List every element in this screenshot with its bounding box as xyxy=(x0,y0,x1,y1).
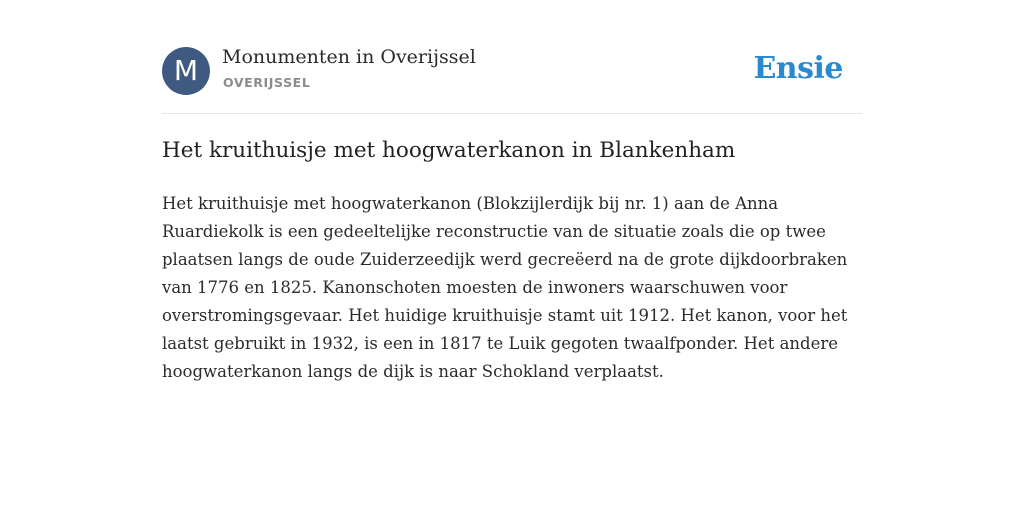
brand-logo[interactable]: Ensie xyxy=(753,51,843,86)
source-title[interactable]: Monumenten in Overijssel xyxy=(222,46,476,68)
article-body-line: hoogwaterkanon langs de dijk is naar Schokland verplaatst. xyxy=(162,362,664,381)
article-title: Het kruithuisje met hoogwaterkanon in Blankenham xyxy=(162,138,736,163)
article-body-line: Ruardiekolk is een gedeeltelijke reconstructie van de situatie zoals die op twee xyxy=(162,222,826,241)
source-subtitle: OVERIJSSEL xyxy=(223,75,311,90)
article-body-line: Het kruithuisje met hoogwaterkanon (Blokzijlerdijk bij nr. 1) aan de Anna xyxy=(162,194,779,213)
article-body-line: van 1776 en 1825. Kanonschoten moesten de inwoners waarschuwen voor xyxy=(162,278,788,297)
entry-card xyxy=(162,0,862,381)
source-avatar[interactable]: M xyxy=(162,47,210,95)
article-body-line: laatst gebruikt in 1932, is een in 1817 te Luik gegoten twaalfponder. Het andere xyxy=(162,334,839,353)
article-body-line: overstromingsgevaar. Het huidige kruithuisje stamt uit 1912. Het kanon, voor het xyxy=(162,306,848,325)
article-body xyxy=(162,190,862,386)
entry-header xyxy=(162,0,862,114)
article-body-line: plaatsen langs de oude Zuiderzeedijk werd gecreëerd na de grote dijkdoorbraken xyxy=(162,250,848,269)
